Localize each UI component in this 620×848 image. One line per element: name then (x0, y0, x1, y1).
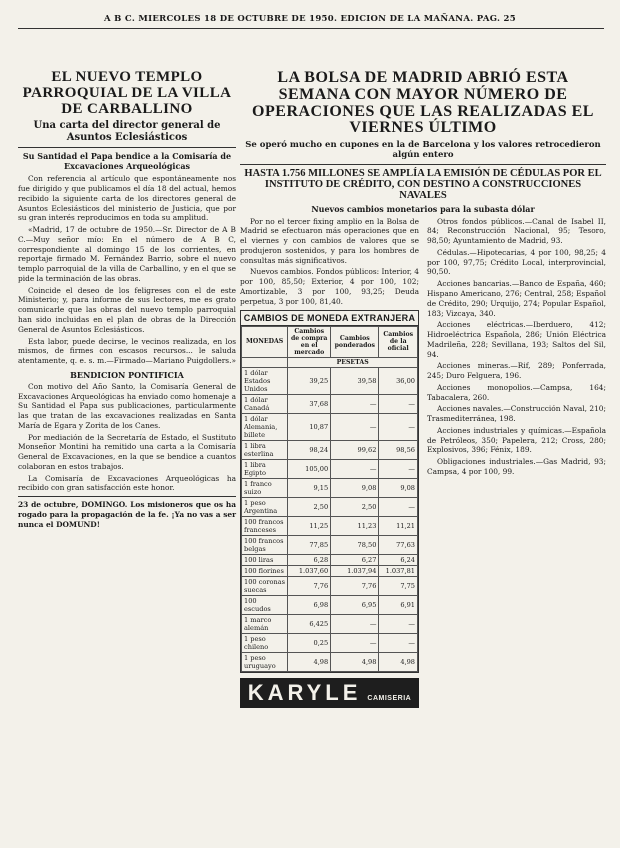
table-row (242, 535, 418, 554)
table-row (242, 394, 418, 413)
exchange-title: CAMBIOS DE MONEDA EXTRANJERA (241, 311, 418, 326)
table-row (242, 413, 418, 440)
ad-tag: CAMISERIA (367, 694, 412, 702)
paragraph: Acciones eléctricas.—Iberduero, 412; Hidroeléctrica Española, 286; Unión Eléctrica Madrileña, 228; Sevillana, 193; Saltos del Sil, 94. (427, 320, 606, 359)
currency-cell: 1 dólar Estados Unidos (242, 367, 288, 394)
paragraph: «Madrid, 17 de octubre de 1950.—Sr. Director de A B C.—Muy señor mío: En el número de A B C, correspondiente al domingo 15 de los corrientes, en reportaje firmado M. Fernández Barrio, sobre el nuevo templo parroquial de la villa de Carballino, y en el que se pide la terminación de las obras. (18, 225, 236, 283)
rate-cell: 0,25 (288, 633, 331, 652)
rate-cell: 7,76 (331, 576, 379, 595)
rate-cell: 105,00 (288, 459, 331, 478)
currency-cell: 100 florines (242, 565, 288, 576)
right-body (240, 217, 606, 708)
rate-cell: 11,25 (288, 516, 331, 535)
rate-cell: 77,85 (288, 535, 331, 554)
left-column (18, 70, 236, 530)
currency-cell: 1 libra Egipto (242, 459, 288, 478)
paragraph: Cédulas.—Hipotecarias, 4 por 100, 98,25; 4 por 100, 97,75; Crédito Local, interprovincial, 90,50. (427, 247, 606, 277)
rate-cell: 6,98 (288, 595, 331, 614)
table-row (242, 478, 418, 497)
paragraph: Otros fondos públicos.—Canal de Isabel II, 84; Reconstrucción Nacional, 95; Tesoro, 98,50; Ayuntamiento de Madrid, 93. (427, 216, 606, 246)
rate-cell: 36,00 (379, 367, 418, 394)
rate-cell: 4,98 (379, 652, 418, 671)
rate-cell: 99,62 (331, 440, 379, 459)
paragraph: Nuevos cambios. Fondos públicos: Interior, 4 por 100, 85,50; Exterior, 4 por 100, 102; Amortizable, 3 por 100, 93,25; Deuda perpetua, 3 por 100, 81,40. (240, 267, 419, 306)
ad-brand: KARYLE (247, 679, 362, 705)
col-header: MONEDAS (242, 326, 288, 357)
col-header: Cambios de la oficial (379, 326, 418, 357)
rate-cell: 9,15 (288, 478, 331, 497)
paragraph: La Comisaría de Excavaciones Arqueológicas ha recibido con gran satisfacción este honor. (18, 473, 236, 493)
table-row (242, 614, 418, 633)
rate-cell: 4,98 (288, 652, 331, 671)
right-subhead-2: Nuevos cambios monetarios para la subasta dólar (311, 203, 535, 214)
rate-cell: 98,24 (288, 440, 331, 459)
paragraph: Acciones bancarias.—Banco de España, 460; Hispano Americano, 276; Central, 258; Español de Crédito, 290; Urquijo, 274; Popular Español, 183; Vizcaya, 340. (427, 279, 606, 318)
paragraph: Con referencia al artículo que espontáneamente nos fue dirigido y que publicamos el día 18 del actual, hemos recibido la siguiente carta de los directores general de Asuntos Eclesiásticos del ministerio de Justicia, que por su gran interés reproducimos en toda su amplitud. (18, 174, 236, 223)
rate-cell: — (379, 394, 418, 413)
table-row (242, 516, 418, 535)
rate-cell: 6,28 (288, 554, 331, 565)
section-title: BENDICION PONTIFICIA (70, 369, 184, 380)
left-subhead-2: Su Santidad el Papa bendice a la Comisaría de Excavaciones Arqueológicas (22, 151, 232, 172)
table-row (242, 595, 418, 614)
rate-cell: — (331, 413, 379, 440)
table-row (242, 459, 418, 478)
table-row (242, 497, 418, 516)
left-headline: EL NUEVO TEMPLO PARROQUIAL DE LA VILLA DE CARBALLINO (22, 69, 232, 117)
rate-cell: 10,87 (288, 413, 331, 440)
currency-cell: 100 coronas suecas (242, 576, 288, 595)
rate-cell: 7,76 (288, 576, 331, 595)
rate-cell: 1.037,60 (288, 565, 331, 576)
rate-cell: 7,75 (379, 576, 418, 595)
table-row (242, 633, 418, 652)
rate-cell: 4,98 (331, 652, 379, 671)
rate-cell: — (331, 394, 379, 413)
exchange-table (241, 326, 418, 672)
rate-cell: 6,425 (288, 614, 331, 633)
rate-cell: 11,21 (379, 516, 418, 535)
left-article-2 (18, 382, 236, 493)
paragraph: Coincide el deseo de los feligreses con el de este Ministerio; y, para informe de sus lectores, me es grato comunicarle que las obras del nuevo templo parroquial han sido incluidas en el plan de obras de la Dirección General de Asuntos Eclesiásticos. (18, 285, 236, 334)
rate-cell: 78,50 (331, 535, 379, 554)
right-col-a (240, 217, 419, 708)
paragraph: Acciones navales.—Construcción Naval, 210; Trasmediterránea, 198. (427, 404, 606, 424)
currency-cell: 100 francos franceses (242, 516, 288, 535)
rate-cell: 1.037,94 (331, 565, 379, 576)
currency-cell: 1 peso chileno (242, 633, 288, 652)
table-row (242, 367, 418, 394)
rate-cell: 98,56 (379, 440, 418, 459)
col-header: Cambios ponderados (331, 326, 379, 357)
currency-cell: 1 dólar Alemania, billete (242, 413, 288, 440)
rate-cell: — (379, 614, 418, 633)
bolsa-article (240, 217, 419, 307)
rate-cell: — (379, 497, 418, 516)
paragraph: Por no el tercer fixing amplio en la Bolsa de Madrid se efectuaron más operaciones que en el viernes y con cambios de valores que se produjeron sostenidos, y para los hombres de consultas más significativos. (240, 216, 419, 265)
exchange-rows (242, 367, 418, 671)
right-headline-2: HASTA 1.756 MILLONES SE AMPLÍA LA EMISIÓN DE CÉDULAS POR EL INSTITUTO DE CRÉDITO, CON DESTINO A CONSTRUCCIONES NAVALES (244, 167, 602, 201)
page-header: A B C. MIERCOLES 18 DE OCTUBRE DE 1950. EDICION DE LA MAÑANA. PAG. 25 (104, 14, 516, 24)
rate-cell: — (379, 413, 418, 440)
rate-cell: 1.037,81 (379, 565, 418, 576)
divider (18, 147, 236, 148)
advertisement (240, 678, 419, 708)
divider (18, 496, 236, 497)
table-row (242, 652, 418, 671)
left-article (18, 174, 236, 366)
left-subhead: Una carta del director general de Asuntos Eclesiásticos (33, 120, 221, 144)
rate-cell: 11,23 (331, 516, 379, 535)
currency-cell: 1 libra esterlina (242, 440, 288, 459)
table-row (242, 576, 418, 595)
currency-cell: 1 franco suizo (242, 478, 288, 497)
right-col-b (427, 217, 606, 708)
table-row (242, 440, 418, 459)
rate-cell: — (331, 633, 379, 652)
right-column (240, 70, 606, 708)
rate-cell: 39,58 (331, 367, 379, 394)
rate-cell: — (331, 459, 379, 478)
rate-cell: — (379, 459, 418, 478)
rate-cell: 37,68 (288, 394, 331, 413)
currency-cell: 1 peso uruguayo (242, 652, 288, 671)
paragraph: Esta labor, puede decirse, le vecinos realizada, en los mismos, de firmes con escasos recursos... le saluda atentamente, q. e. s. m.—Firmado—Mariano Puigdollers.» (18, 336, 236, 366)
paragraph: Obligaciones industriales.—Gas Madrid, 93; Campsa, 4 por 100, 99. (427, 457, 606, 476)
right-headline: LA BOLSA DE MADRID ABRIÓ ESTA SEMANA CON MAYOR NÚMERO DE OPERACIONES QUE LAS REALIZADAS EL VIERNES ÚLTIMO (252, 69, 594, 137)
rate-cell: 6,24 (379, 554, 418, 565)
col-header: Cambios de compra en el mercado (288, 326, 331, 357)
table-row (242, 554, 418, 565)
divider (240, 164, 606, 165)
paragraph: Por mediación de la Secretaría de Estado, el Sustituto Monseñor Montini ha remitido una carta a la Comisaría General de Excavaciones, en la que se bendice a cuantos colaboran en estos trabajos. (18, 432, 236, 471)
right-subhead: Se operó mucho en cupones en la de Barcelona y los valores retrocedieron algún entero (245, 140, 601, 161)
rate-cell: 2,50 (331, 497, 379, 516)
currency-cell: 1 marco alemán (242, 614, 288, 633)
currency-cell: 100 francos belgas (242, 535, 288, 554)
table-row (242, 565, 418, 576)
rate-cell: 6,95 (331, 595, 379, 614)
rate-cell: 77,63 (379, 535, 418, 554)
left-footer: 23 de octubre, DOMINGO. Los misioneros que os ha rogado para la propagación de la fe. ¡Ya no vas a ser nunca el DOMUND! (18, 500, 236, 529)
rate-cell: — (379, 633, 418, 652)
header-rule (18, 28, 604, 29)
rate-cell: 6,91 (379, 595, 418, 614)
paragraph: Acciones mineras.—Rif, 289; Ponferrada, 245; Duro Felguera, 196. (427, 361, 606, 381)
rate-cell: — (331, 614, 379, 633)
exchange-table-box (240, 310, 419, 673)
paragraph: Acciones monopolios.—Campsa, 164; Tabacalera, 260. (427, 382, 606, 402)
rate-cell: 9,08 (379, 478, 418, 497)
currency-cell: 100 liras (242, 554, 288, 565)
rate-cell: 39,25 (288, 367, 331, 394)
paragraph: Acciones industriales y químicas.—Española de Petróleos, 350; Papelera, 212; Cross, 280; Explosivos, 396; Fénix, 189. (427, 425, 606, 455)
paragraph: Con motivo del Año Santo, la Comisaría General de Excavaciones Arqueológicas ha enviado como homenaje a Su Santidad el Papa sus publicaciones, particularmente las que tratan de las excavaciones realizadas en Santa María de Egara y Zorita de los Canes. (18, 381, 236, 430)
rate-cell: 6,27 (331, 554, 379, 565)
unit-header: PESETAS (288, 357, 418, 367)
rate-cell: 2,50 (288, 497, 331, 516)
currency-cell: 1 peso Argentina (242, 497, 288, 516)
rate-cell: 9,08 (331, 478, 379, 497)
currency-cell: 100 escudos (242, 595, 288, 614)
currency-cell: 1 dólar Canadá (242, 394, 288, 413)
